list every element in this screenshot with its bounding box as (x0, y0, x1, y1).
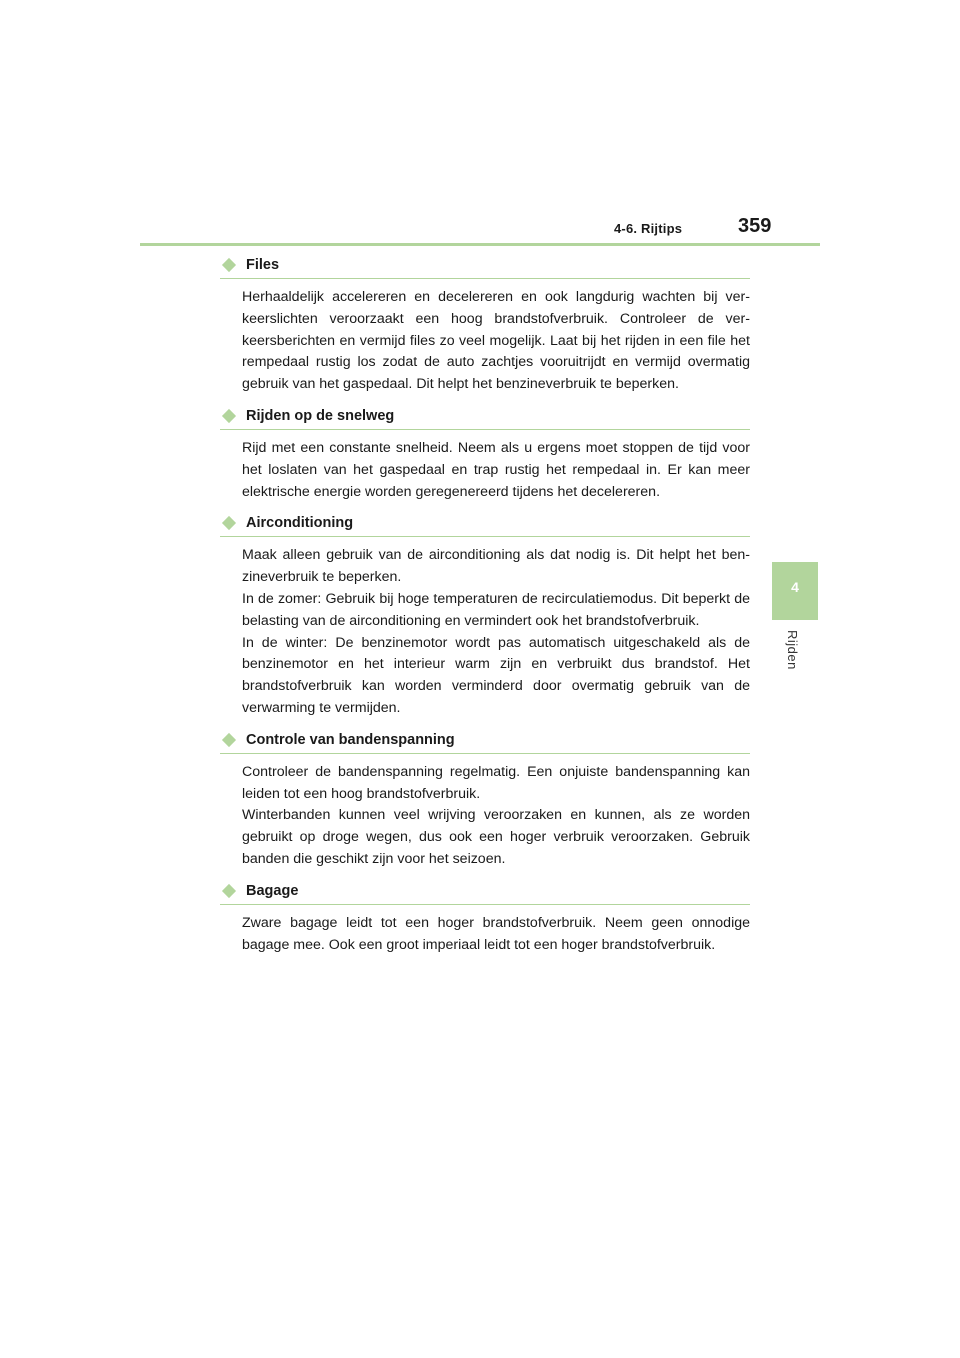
diamond-bullet-icon (222, 884, 236, 898)
section-highway (220, 405, 750, 503)
section-title: Rijden op de snelweg (246, 407, 395, 424)
header-divider (140, 243, 820, 246)
diamond-bullet-icon (222, 733, 236, 747)
paragraph: Rijd met een constante snelheid. Neem als u ergens moet stoppen de tijd voor het loslaten van het gaspedaal en trap rustig het rempedaal in. Er kan meer elektrische energie worden geregenereerd tijdens het decelereren. (242, 439, 750, 500)
paragraph: In de winter: De benzinemotor wordt pas automatisch uitgeschakeld als de benzinemotor en het interieur warm zijn en verbruikt dus brandstof. Het brandstofverbruik kan worden verminderd door overmatig gebruik van de verwarming te vermijden. (242, 634, 750, 716)
paragraph: Herhaaldelijk accelereren en decelereren en ook langdurig wachten bij verkeerslichten veroorzaakt een hoog brandstofverbruik. Controleer de verkeersberichten en vermijd files zo veel mogelijk. Laat bij het rijden in een file het rempedaal rustig los zodat de auto zachtjes vooruitrijdt en vermijd overmatig gebruik van het gaspedaal. Dit helpt het benzineverbruik te beperken. (242, 289, 750, 393)
paragraph: Winterbanden kunnen veel wrijving veroorzaken en kunnen, als ze worden gebruikt op droge wegen, dus ook een hoger verbruik veroorzaken. Gebruik banden die geschikt zijn voor het seizoen. (242, 807, 750, 867)
section-title: Airconditioning (246, 515, 354, 532)
paragraph: In de zomer: Gebruik bij hoge temperaturen de recirculatiemodus. Dit beperkt de belasting van de airconditioning en vermindert ook het brandstofverbruik. (242, 590, 750, 629)
section-heading (220, 405, 750, 430)
section-heading (220, 254, 750, 279)
paragraph: Zware bagage leidt tot een hoger brandstofverbruik. Neem geen onnodige bagage mee. Ook een groot imperiaal leidt tot een hoger brandstofverbruik. (242, 914, 750, 953)
section-title: Bagage (246, 882, 299, 899)
section-title: Files (246, 257, 280, 273)
section-files (220, 254, 750, 396)
page-content (220, 254, 750, 965)
diamond-bullet-icon (222, 409, 236, 423)
section-tire-pressure (220, 729, 750, 871)
diamond-bullet-icon (222, 258, 236, 272)
section-airconditioning (220, 512, 750, 719)
section-heading (220, 880, 750, 905)
chapter-tab: 4 (772, 562, 818, 620)
paragraph: Controleer de bandenspanning regelmatig. Een onjuiste bandenspanning kan leiden tot een hoog brandstofverbruik. (242, 763, 750, 802)
paragraph: Maak alleen gebruik van de airconditioning als dat nodig is. Dit helpt het benzineverbruik te beperken. (242, 547, 750, 586)
section-heading (220, 512, 750, 537)
page-number: 359 (738, 215, 772, 237)
section-title: Controle van bandenspanning (246, 731, 455, 748)
section-luggage (220, 880, 750, 957)
section-heading (220, 729, 750, 754)
diamond-bullet-icon (222, 516, 236, 530)
chapter-label: Rijden (785, 630, 800, 670)
section-header: 4-6. Rijtips (614, 221, 683, 236)
